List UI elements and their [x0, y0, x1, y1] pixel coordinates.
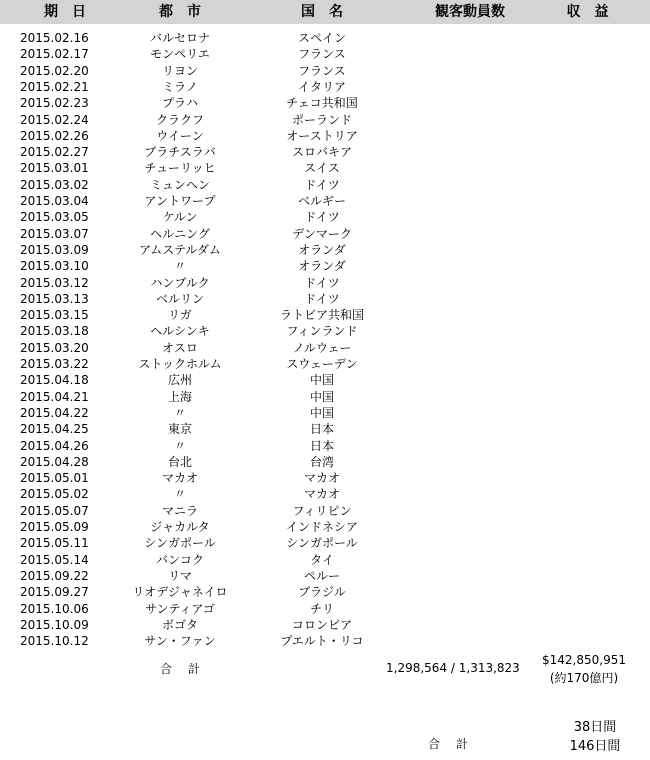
table-row	[0, 193, 650, 209]
row-date: 2015.03.01	[20, 161, 89, 176]
row-country: コロンビア	[291, 617, 352, 632]
table-row	[0, 95, 650, 111]
row-date: 2015.10.12	[20, 634, 89, 649]
row-date: 2015.02.26	[20, 128, 89, 143]
table-header	[0, 0, 650, 24]
row-city: アントワープ	[144, 194, 216, 208]
row-city: リヨン	[161, 63, 198, 78]
row-country: 日本	[309, 422, 334, 437]
row-date: 2015.04.22	[20, 405, 89, 420]
row-city: リガ	[168, 308, 192, 323]
row-date: 2015.03.10	[20, 259, 89, 274]
header-attendance: 観客動員数	[435, 4, 505, 20]
header-revenue: 収 益	[566, 4, 609, 20]
row-country: オーストリア	[286, 128, 358, 143]
row-country: スロバキア	[291, 145, 352, 160]
table-row	[0, 405, 650, 421]
row-city: ボゴタ	[161, 617, 198, 632]
row-country: イタリア	[297, 79, 346, 94]
row-country: チェコ共和国	[286, 96, 358, 111]
table-row	[0, 470, 650, 486]
table-row	[0, 258, 650, 274]
row-country: 日本	[309, 438, 334, 453]
row-city: ミラノ	[162, 79, 198, 94]
row-city: 〃	[173, 438, 186, 453]
table-row	[0, 144, 650, 160]
row-date: 2015.05.01	[20, 471, 89, 486]
row-date: 2015.02.27	[20, 145, 89, 160]
table-row	[0, 112, 650, 128]
table-row	[0, 486, 650, 502]
row-country: オランダ	[298, 242, 346, 257]
row-city: ミュンヘン	[150, 177, 210, 192]
row-city: リオデジャネイロ	[132, 585, 228, 600]
table-row	[0, 340, 650, 356]
row-country: スイス	[304, 161, 340, 176]
row-date: 2015.02.16	[20, 31, 89, 45]
row-date: 2015.03.15	[20, 308, 89, 323]
table-row	[0, 242, 650, 258]
row-country: プエルト・リコ	[280, 634, 364, 649]
row-country: 中国	[309, 389, 334, 404]
row-city: 〃	[173, 405, 186, 420]
table-row	[0, 519, 650, 535]
summary-days-2: 146日間	[569, 739, 621, 754]
row-country: ブラジル	[298, 585, 346, 600]
row-city: ヘルニング	[150, 226, 210, 241]
row-city: 上海	[167, 389, 192, 404]
row-date: 2015.03.02	[20, 177, 89, 192]
row-country: ドイツ	[304, 291, 340, 306]
row-date: 2015.02.21	[20, 79, 89, 94]
table-row	[0, 421, 650, 437]
row-country: スウェーデン	[286, 357, 358, 371]
row-country: ペルー	[303, 568, 340, 583]
row-date: 2015.09.22	[20, 568, 89, 583]
table-row	[0, 63, 650, 79]
row-date: 2015.05.14	[20, 552, 89, 567]
table-row	[0, 30, 650, 46]
total-revenue: $142,850,951	[542, 653, 626, 667]
row-date: 2015.10.09	[20, 617, 89, 632]
row-city: バルセロナ	[149, 31, 210, 45]
row-date: 2015.04.28	[20, 454, 89, 469]
header-city: 都 市	[159, 4, 201, 20]
row-city: マカオ	[161, 471, 198, 486]
table-row	[0, 46, 650, 62]
row-date: 2015.03.05	[20, 210, 89, 225]
row-city: マニラ	[161, 503, 198, 518]
table-row	[0, 226, 650, 242]
row-country: マカオ	[303, 471, 340, 486]
table-row	[0, 275, 650, 291]
row-city: アムステルダム	[139, 242, 221, 257]
row-country: ドイツ	[304, 210, 340, 225]
row-country: フランス	[298, 47, 346, 62]
row-date: 2015.04.25	[20, 422, 89, 437]
row-country: シンガポール	[286, 536, 358, 551]
row-city: ウイーン	[156, 128, 204, 143]
row-country: ドイツ	[304, 275, 340, 290]
total-attendance: 1,298,564 / 1,313,823	[386, 661, 520, 675]
table-row	[0, 552, 650, 568]
row-city: ベルリン	[155, 291, 204, 306]
row-country: マカオ	[303, 487, 340, 502]
total-revenue-yen: (約170億円)	[549, 671, 619, 685]
table-row	[0, 568, 650, 584]
row-city: サンティアゴ	[145, 601, 215, 616]
table-row	[0, 503, 650, 519]
table-row	[0, 209, 650, 225]
row-city: サン・ファン	[144, 634, 216, 649]
table-row	[0, 438, 650, 454]
row-country: ノルウェー	[292, 340, 352, 355]
table-row	[0, 356, 650, 372]
row-city: ジャカルタ	[150, 520, 210, 534]
row-country: フィンランド	[286, 324, 358, 339]
table-row	[0, 633, 650, 649]
row-country: インドネシア	[286, 520, 358, 534]
row-country: ドイツ	[304, 177, 340, 192]
table-row	[0, 454, 650, 470]
row-country: フランス	[298, 63, 346, 78]
row-date: 2015.03.09	[20, 242, 89, 257]
row-city: リマ	[168, 568, 192, 583]
row-date: 2015.05.09	[20, 520, 89, 534]
row-city: バンコク	[155, 552, 204, 567]
row-city: チューリッヒ	[144, 161, 216, 176]
row-country: スペイン	[297, 31, 346, 45]
row-date: 2015.05.11	[20, 536, 89, 551]
row-date: 2015.02.20	[20, 63, 89, 78]
row-date: 2015.02.23	[20, 96, 89, 111]
header-country: 国 名	[301, 4, 343, 20]
table-row	[0, 291, 650, 307]
table-row	[0, 535, 650, 551]
row-city: 東京	[167, 422, 192, 437]
total-label: 合計	[160, 662, 217, 676]
row-date: 2015.02.24	[20, 112, 89, 127]
row-city: 広州	[167, 373, 192, 388]
row-city: ストックホルム	[138, 357, 222, 371]
row-city: ハンブルク	[150, 275, 210, 290]
row-date: 2015.03.13	[20, 291, 89, 306]
table-row	[0, 177, 650, 193]
row-city: ブラチスラバ	[144, 145, 216, 160]
table-row	[0, 128, 650, 144]
row-date: 2015.09.27	[20, 585, 89, 600]
row-date: 2015.05.02	[20, 487, 89, 502]
row-date: 2015.03.22	[20, 357, 89, 371]
summary-label: 合計	[428, 737, 485, 751]
summary-days-1: 38日間	[573, 720, 617, 735]
table-row	[0, 389, 650, 405]
row-date: 2015.03.04	[20, 194, 89, 208]
row-city: プラハ	[161, 96, 198, 111]
row-date: 2015.02.17	[20, 47, 89, 62]
header-date: 期 日	[44, 4, 86, 20]
row-date: 2015.04.18	[20, 373, 89, 388]
row-city: ヘルシンキ	[150, 324, 210, 339]
row-city: 台北	[167, 454, 192, 469]
row-country: オランダ	[298, 259, 346, 274]
row-city: クラクフ	[155, 112, 204, 127]
row-country: デンマーク	[292, 226, 352, 241]
table-row	[0, 79, 650, 95]
table-row	[0, 617, 650, 633]
row-date: 2015.03.12	[20, 275, 89, 290]
row-country: ポーランド	[291, 112, 352, 127]
row-date: 2015.04.21	[20, 389, 89, 404]
row-date: 2015.10.06	[20, 601, 89, 616]
row-date: 2015.05.07	[20, 503, 89, 518]
row-date: 2015.03.18	[20, 324, 89, 339]
row-city: シンガポール	[144, 536, 216, 551]
row-country: 台湾	[309, 454, 334, 469]
row-date: 2015.03.07	[20, 226, 89, 241]
table-row	[0, 601, 650, 617]
row-country: 中国	[309, 373, 334, 388]
table-row	[0, 584, 650, 600]
row-city: ケルン	[162, 210, 198, 225]
row-country: タイ	[310, 552, 334, 567]
row-city: オスロ	[162, 340, 198, 355]
row-date: 2015.03.20	[20, 340, 89, 355]
row-country: 中国	[309, 405, 334, 420]
row-city: 〃	[173, 487, 186, 502]
row-city: 〃	[173, 259, 186, 274]
row-city: モンペリエ	[150, 47, 210, 62]
row-country: チリ	[309, 601, 334, 616]
table-row	[0, 323, 650, 339]
row-country: フィリピン	[292, 503, 352, 518]
row-country: ラトビア共和国	[279, 308, 364, 323]
row-country: ベルギー	[297, 194, 346, 208]
table-row	[0, 160, 650, 176]
row-date: 2015.04.26	[20, 438, 89, 453]
table-row	[0, 372, 650, 388]
table-row	[0, 307, 650, 323]
